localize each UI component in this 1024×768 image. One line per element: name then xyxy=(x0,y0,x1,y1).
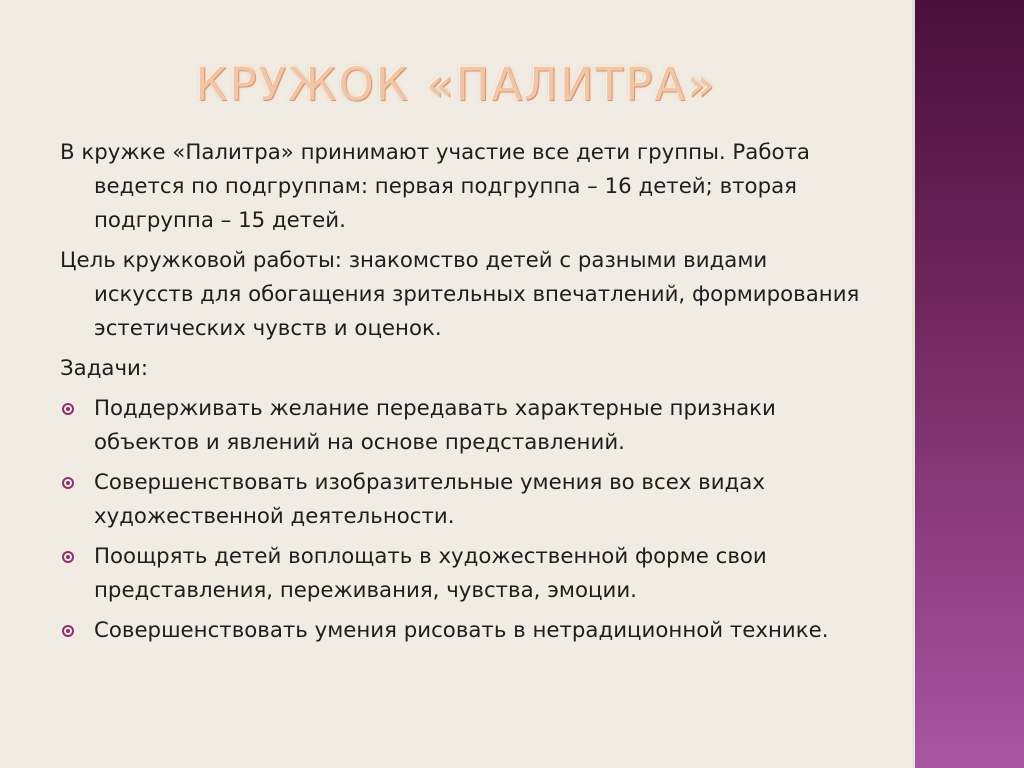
paragraph-goal: Цель кружковой работы: знакомство детей с разными видами искусств для обогащения зрительных впечатлений, формирования эстетических чувств и оценок. xyxy=(60,248,860,341)
paragraph-tasks-heading: Задачи: xyxy=(60,356,149,381)
circle-bullet-icon xyxy=(62,477,74,489)
circle-bullet-icon xyxy=(62,625,74,637)
decorative-side-band xyxy=(912,0,1024,768)
list-item xyxy=(60,614,860,648)
list-item-text: Поощрять детей воплощать в художественной форме свои представления, переживания, чувства, эмоции. xyxy=(94,544,767,603)
circle-bullet-icon xyxy=(62,551,74,563)
list-item-text: Поддерживать желание передавать характерные признаки объектов и явлений на основе представлений. xyxy=(94,396,776,455)
list-item-text: Совершенствовать изобразительные умения во всех видах художественной деятельности. xyxy=(94,470,765,529)
list-item-text: Совершенствовать умения рисовать в нетрадиционной технике. xyxy=(94,618,829,643)
list-item xyxy=(60,466,860,534)
slide-title: КРУЖОК «ПАЛИТРА» xyxy=(195,58,717,111)
tasks-list xyxy=(60,392,860,648)
slide-content xyxy=(60,136,860,654)
circle-bullet-icon xyxy=(62,403,74,415)
list-item xyxy=(60,540,860,608)
list-item xyxy=(60,392,860,460)
paragraph-groups: В кружке «Палитра» принимают участие все дети группы. Работа ведется по подгруппам: первая подгруппа – 16 детей; вторая подгруппа – 15 детей. xyxy=(60,140,810,233)
